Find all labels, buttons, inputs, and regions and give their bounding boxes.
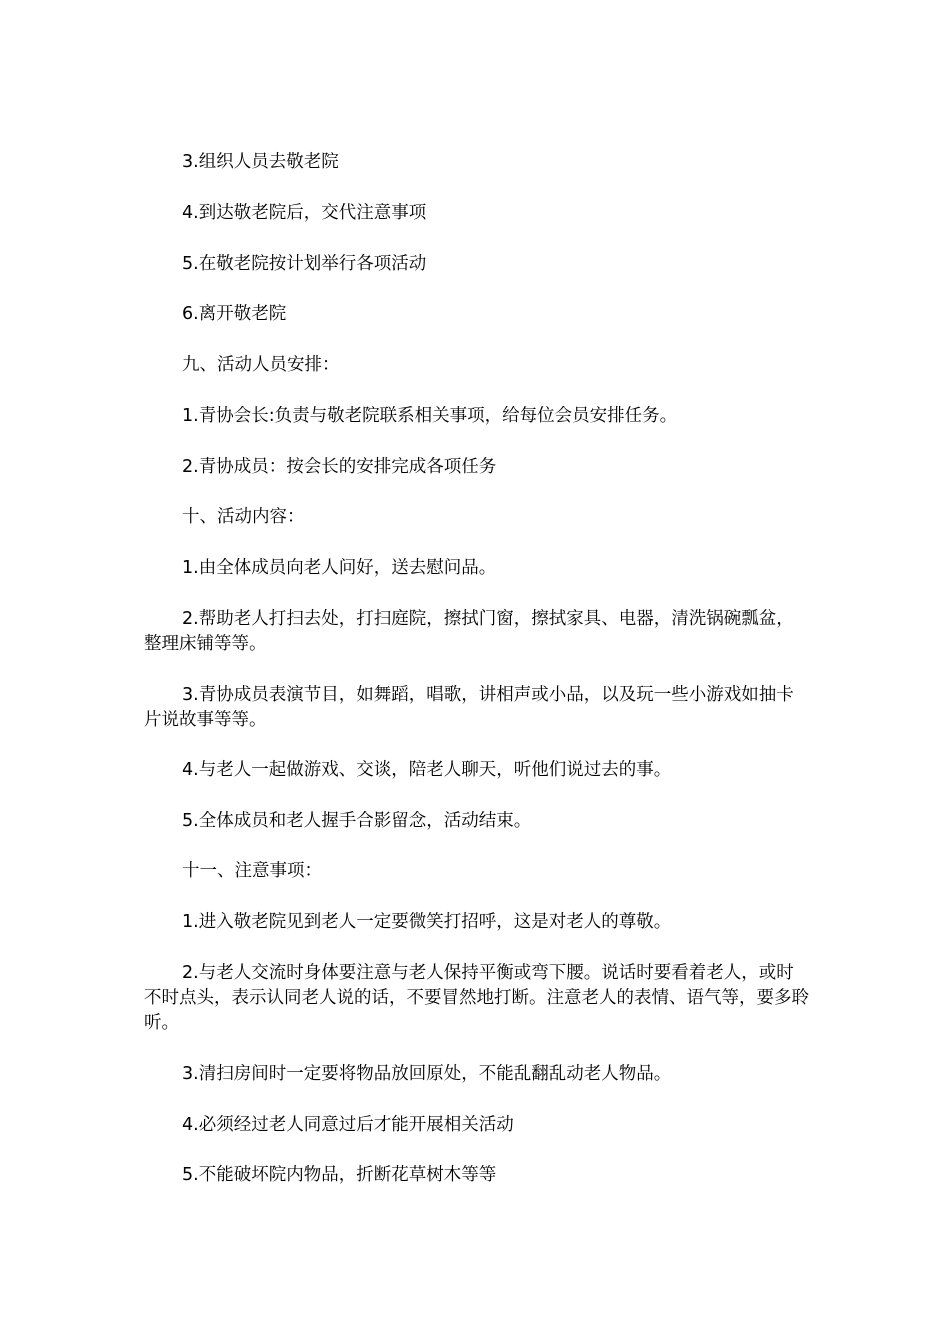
section-heading: 十、活动内容： bbox=[182, 507, 305, 527]
paragraph: 1.青协会长:负责与敬老院联系相关事项，给每位会员安排任务。 bbox=[182, 406, 678, 426]
paragraph: 3.青协成员表演节目，如舞蹈，唱歌，讲相声或小品，以及玩一些小游戏如抽卡片说故事等等。 bbox=[144, 685, 794, 730]
section-heading: 九、活动人员安排： bbox=[182, 355, 340, 375]
paragraph: 2.帮助老人打扫去处，打扫庭院，擦拭门窗，擦拭家具、电器，清洗锅碗瓢盆，整理床铺等等。 bbox=[144, 609, 794, 654]
paragraph: 3.组织人员去敬老院 bbox=[182, 152, 339, 172]
paragraph: 6.离开敬老院 bbox=[182, 304, 287, 324]
paragraph: 1.进入敬老院见到老人一定要微笑打招呼，这是对老人的尊敬。 bbox=[182, 912, 672, 932]
section-heading: 十一、注意事项： bbox=[182, 861, 322, 881]
paragraph: 1.由全体成员向老人问好，送去慰问品。 bbox=[182, 558, 497, 578]
paragraph: 3.清扫房间时一定要将物品放回原处，不能乱翻乱动老人物品。 bbox=[182, 1064, 672, 1084]
paragraph: 5.全体成员和老人握手合影留念，活动结束。 bbox=[182, 811, 532, 831]
paragraph: 2.与老人交流时身体要注意与老人保持平衡或弯下腰。说话时要看着老人，或时不时点头，表示认同老人说的话，不要冒然地打断。注意老人的表情、语气等，要多聆听。 bbox=[144, 963, 809, 1033]
paragraph: 4.必须经过老人同意过后才能开展相关活动 bbox=[182, 1115, 514, 1135]
paragraph: 5.不能破坏院内物品，折断花草树木等等 bbox=[182, 1165, 497, 1185]
paragraph: 4.到达敬老院后，交代注意事项 bbox=[182, 203, 427, 223]
paragraph: 4.与老人一起做游戏、交谈，陪老人聊天，听他们说过去的事。 bbox=[182, 760, 672, 780]
paragraph: 2.青协成员：按会长的安排完成各项任务 bbox=[182, 457, 497, 477]
paragraph: 5.在敬老院按计划举行各项活动 bbox=[182, 254, 427, 274]
